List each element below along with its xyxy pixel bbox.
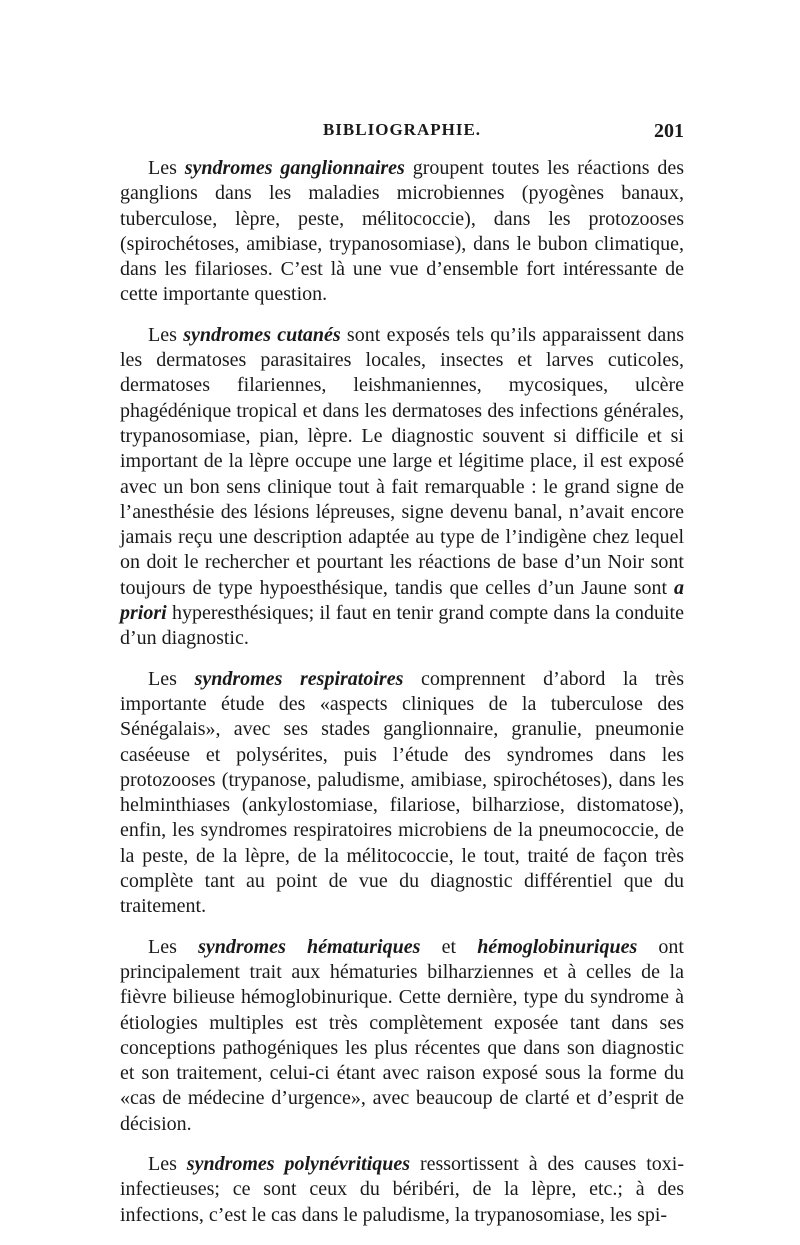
paragraph-term: syndromes polynévritiques — [186, 1152, 411, 1175]
paragraph-lead: Les — [148, 667, 195, 690]
paragraph-hematuriques — [120, 935, 684, 1137]
paragraph-respiratoires — [120, 667, 684, 920]
paragraph-term: syndromes hématuriques — [198, 935, 421, 958]
page-number: 201 — [654, 120, 684, 142]
paragraph-text-tail: hyperesthésiques; il faut en tenir grand compte dans la conduite d’un diagnostic. — [120, 602, 684, 650]
paragraph-text: ressortissent à des causes toxi-infectieuses; ce sont ceux du béribéri, de la lèpre, etc.; à des infections, c’est le cas dans le paludisme, la trypanosomiase, les spi- — [120, 1152, 684, 1226]
body-text — [120, 156, 684, 1228]
running-head — [120, 120, 684, 146]
paragraph-ganglionnaires — [120, 156, 684, 308]
paragraph-text: comprennent d’abord la très importante étude des «aspects cliniques de la tuberculose des Sénégalais», avec ses stades ganglionnaire, granulie, pneumonie caséeuse et polysérites, puis l’étude des syndromes dans les protozooses (trypanose, paludisme, amibiase, spirochétoses), dans les helminthiases (ankylostomiase, filariose, bilharziose, distomatose), enfin, les syndromes respiratoires microbiens de la pneumococcie, de la peste, de la lèpre, de la mélitococcie, le tout, traité de façon très complète tant au point de vue du diagnostic différentiel que du traitement. — [120, 667, 684, 918]
paragraph-italic-phrase: a priori — [120, 576, 684, 625]
paragraph-term-2: hémoglobinuriques — [477, 935, 638, 958]
paragraph-lead: Les — [148, 1152, 187, 1175]
paragraph-term: syndromes cutanés — [183, 323, 341, 346]
running-title: BIBLIOGRAPHIE. — [322, 120, 482, 139]
paragraph-cutanes — [120, 323, 684, 652]
paragraph-conjunction: et — [420, 935, 478, 958]
paragraph-term: syndromes respiratoires — [194, 667, 404, 690]
paragraph-polynevritiques — [120, 1152, 684, 1228]
paragraph-lead: Les — [148, 157, 185, 179]
paragraph-lead: Les — [148, 323, 184, 346]
paragraph-text: groupent toutes les réactions des ganglions dans les maladies microbiennes (pyogènes banaux, tuberculose, lèpre, peste, mélitococcie), dans les protozooses (spirochétoses, amibiase, trypanosomiase), dans le bubon climatique, dans les filarioses. C’est là une vue d’ensemble fort intéressante de cette importante question. — [120, 157, 684, 306]
paragraph-text: ont principalement trait aux hématuries bilharziennes et à celles de la fièvre bilieuse hémoglobinurique. Cette dernière, type du syndrome à étiologies multiples est très complètement exposée tant dans ses conceptions pathogéniques les plus récentes que dans son diagnostic et son traitement, celui-ci étant avec raison exposé sous la forme du «cas de médecine d’urgence», avec beaucoup de clarté et d’esprit de décision. — [120, 935, 684, 1135]
paragraph-lead: Les — [148, 935, 199, 958]
paragraph-text: sont exposés tels qu’ils apparaissent dans les dermatoses parasitaires locales, insectes et larves cuticoles, dermatoses filariennes, leishmaniennes, mycosiques, ulcère phagédénique tropical et dans les dermatoses des infections générales, trypanosomiase, pian, lèpre. Le diagnostic souvent si difficile et si important de la lèpre occupe une large et légitime place, il est exposé avec un bon sens clinique tout à fait remarquable : le grand signe de l’anesthésie des lésions lépreuses, signe devenu banal, n’avait encore jamais reçu une description adaptée au type de l’indigène chez lequel on doit le rechercher et pourtant les réactions de base d’un Noir sont toujours de type hypoesthésique, tandis que celles d’un Jaune sont — [120, 323, 684, 599]
paragraph-term: syndromes ganglionnaires — [184, 157, 405, 179]
